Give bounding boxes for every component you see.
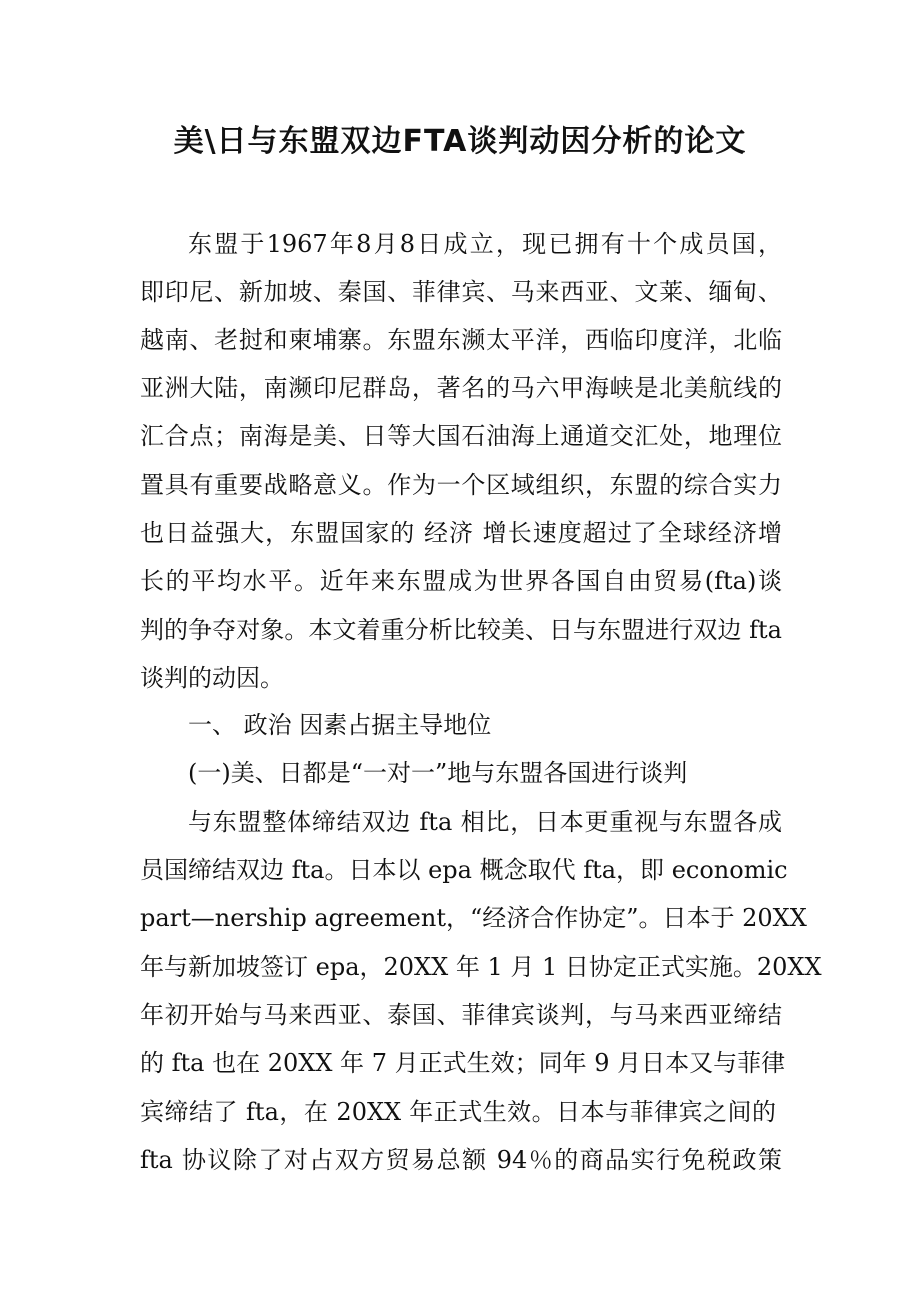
paragraph-line: 长的平均水平。近年来东盟成为世界各国自由贸易(fta)谈 xyxy=(140,567,782,595)
subsection-heading: (一)美、日都是“一对一”地与东盟各国进行谈判 xyxy=(188,759,688,787)
paragraph-line: 的 fta 也在 20XX 年 7 月正式生效；同年 9 月日本又与菲律 xyxy=(140,1049,786,1077)
paragraph-line: 置具有重要战略意义。作为一个区域组织，东盟的综合实力 xyxy=(140,471,782,499)
paragraph-line: 员国缔结双边 fta。日本以 epa 概念取代 fta，即 economic xyxy=(140,856,788,884)
paragraph-line: part—nership agreement，“经济合作协定”。日本于 20XX xyxy=(140,904,807,932)
document-title: 美\日与东盟双边FTA谈判动因分析的论文 xyxy=(173,124,747,159)
paragraph-line: 也日益强大，东盟国家的 经济 增长速度超过了全球经济增 xyxy=(140,519,782,547)
paragraph-line: 越南、老挝和柬埔寨。东盟东濒太平洋，西临印度洋，北临 xyxy=(140,326,782,354)
paragraph-line: 年初开始与马来西亚、泰国、菲律宾谈判，与马来西亚缔结 xyxy=(140,1001,782,1029)
paragraph-line: 即印尼、新加坡、秦国、菲律宾、马来西亚、文莱、缅甸、 xyxy=(140,278,782,306)
paragraph-line: 亚洲大陆，南濒印尼群岛，著名的马六甲海峡是北美航线的 xyxy=(140,374,782,402)
paragraph-line: fta 协议除了对占双方贸易总额 94％的商品实行免税政策 xyxy=(140,1146,782,1174)
section-heading: 一、 政治 因素占据主导地位 xyxy=(188,711,492,739)
paragraph-line: 宾缔结了 fta，在 20XX 年正式生效。日本与菲律宾之间的 xyxy=(140,1098,776,1126)
paragraph-line: 东盟于1967年8月8日成立，现已拥有十个成员国， xyxy=(188,230,782,258)
paragraph-line: 谈判的动因。 xyxy=(140,664,284,692)
paragraph-line: 年与新加坡签订 epa，20XX 年 1 月 1 日协定正式实施。20XX xyxy=(140,953,822,981)
paragraph-line: 汇合点；南海是美、日等大国石油海上通道交汇处，地理位 xyxy=(140,422,782,450)
paragraph-line: 与东盟整体缔结双边 fta 相比，日本更重视与东盟各成 xyxy=(188,808,782,836)
paragraph-line: 判的争夺对象。本文着重分析比较美、日与东盟进行双边 fta xyxy=(140,616,782,644)
